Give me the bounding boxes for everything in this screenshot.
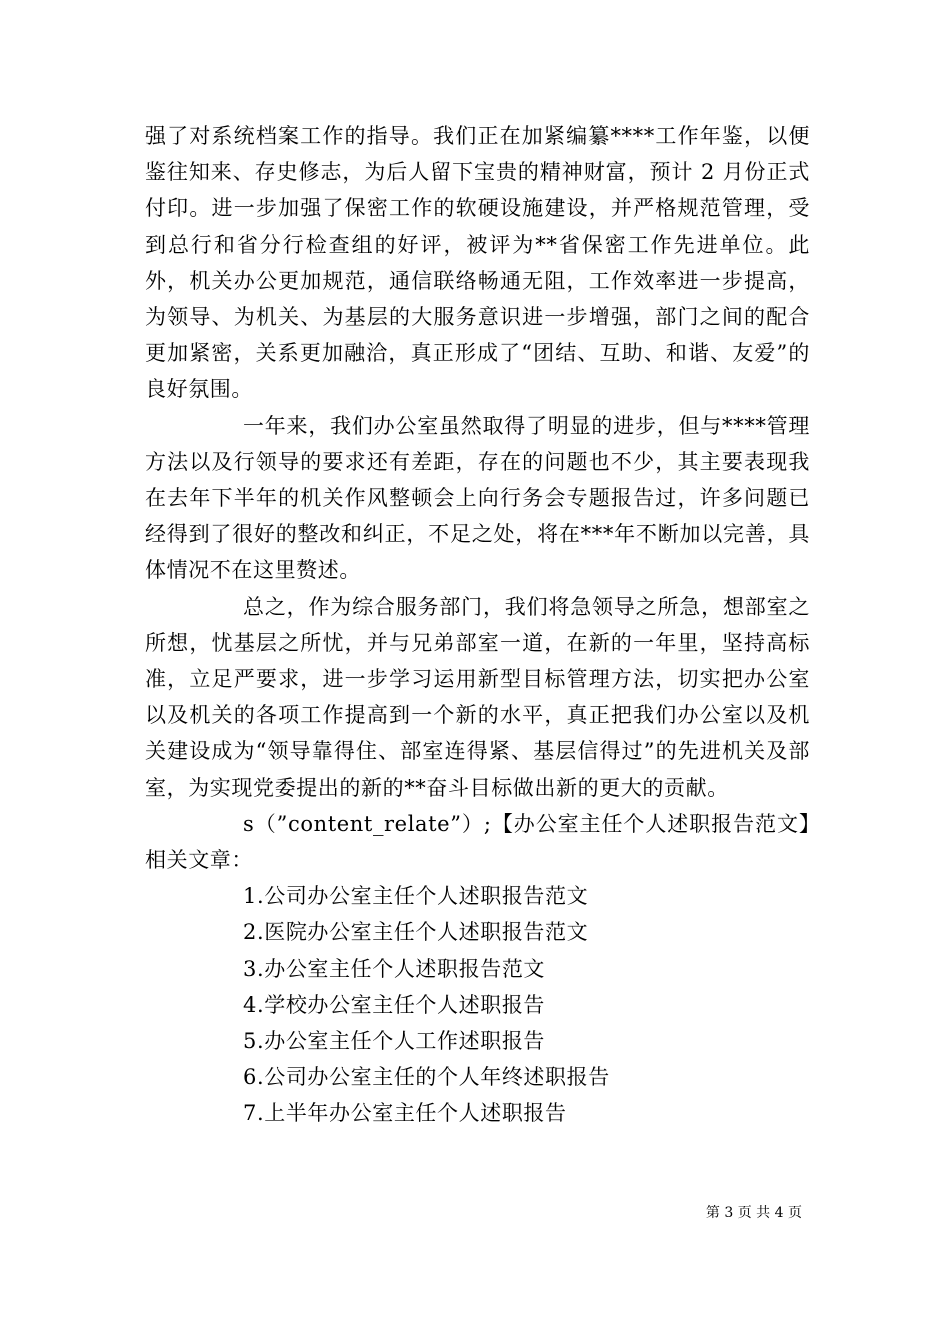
related-article-item[interactable]: 2.医院办公室主任个人述职报告范文 xyxy=(243,920,589,945)
related-articles-list xyxy=(145,878,810,1131)
paragraph-conclusion: 总之，作为综合服务部门，我们将急领导之所急，想部室之所想，忧基层之所忧，并与兄弟部室一道，在新的一年里，坚持高标准，立足严要求，进一步学习运用新型目标管理方法，切实把办公室以及机关的各项工作提高到一个新的水平，真正把我们办公室以及机关建设成为“领导靠得住、部室连得紧、基层信得过”的先进机关及部室，为实现党委提出的新的**奋斗目标做出新的更大的贡献。 xyxy=(145,594,810,800)
paragraph-shortcomings: 一年来，我们办公室虽然取得了明显的进步，但与****管理方法以及行领导的要求还有差距，存在的问题也不少，其主要表现我在去年下半年的机关作风整顿会上向行务会专题报告过，许多问题已经得到了很好的整改和纠正，不足之处，将在***年不断加以完善，具体情况不在这里赘述。 xyxy=(145,413,810,583)
related-articles-heading: s（”content_relate”）;【办公室主任个人述职报告范文】相关文章： xyxy=(145,811,810,873)
related-article-item[interactable]: 7.上半年办公室主任个人述职报告 xyxy=(243,1101,567,1126)
page-number-footer: 第 3 页 共 4 页 xyxy=(705,1205,802,1221)
related-article-item[interactable]: 3.办公室主任个人述职报告范文 xyxy=(243,956,546,981)
related-article-item[interactable]: 6.公司办公室主任的个人年终述职报告 xyxy=(243,1065,610,1090)
related-article-item[interactable]: 1.公司办公室主任个人述职报告范文 xyxy=(243,884,589,909)
paragraph-archives-confidentiality: 强了对系统档案工作的指导。我们正在加紧编纂****工作年鉴，以便鉴往知来、存史修志，为后人留下宝贵的精神财富，预计 2 月份正式付印。进一步加强了保密工作的软硬设施建设，并严格规范管理，受到总行和省分行检查组的好评，被评为**省保密工作先进单位。此外，机关办公更加规范，通信联络畅通无阻，工作效率进一步提高，为领导、为机关、为基层的大服务意识进一步增强，部门之间的配合更加紧密，关系更加融洽，真正形成了“团结、互助、和谐、友爱”的良好氛围。 xyxy=(145,124,810,402)
related-article-item[interactable]: 5.办公室主任个人工作述职报告 xyxy=(243,1029,546,1054)
related-article-item[interactable]: 4.学校办公室主任个人述职报告 xyxy=(243,992,546,1017)
document-body xyxy=(145,118,810,1132)
